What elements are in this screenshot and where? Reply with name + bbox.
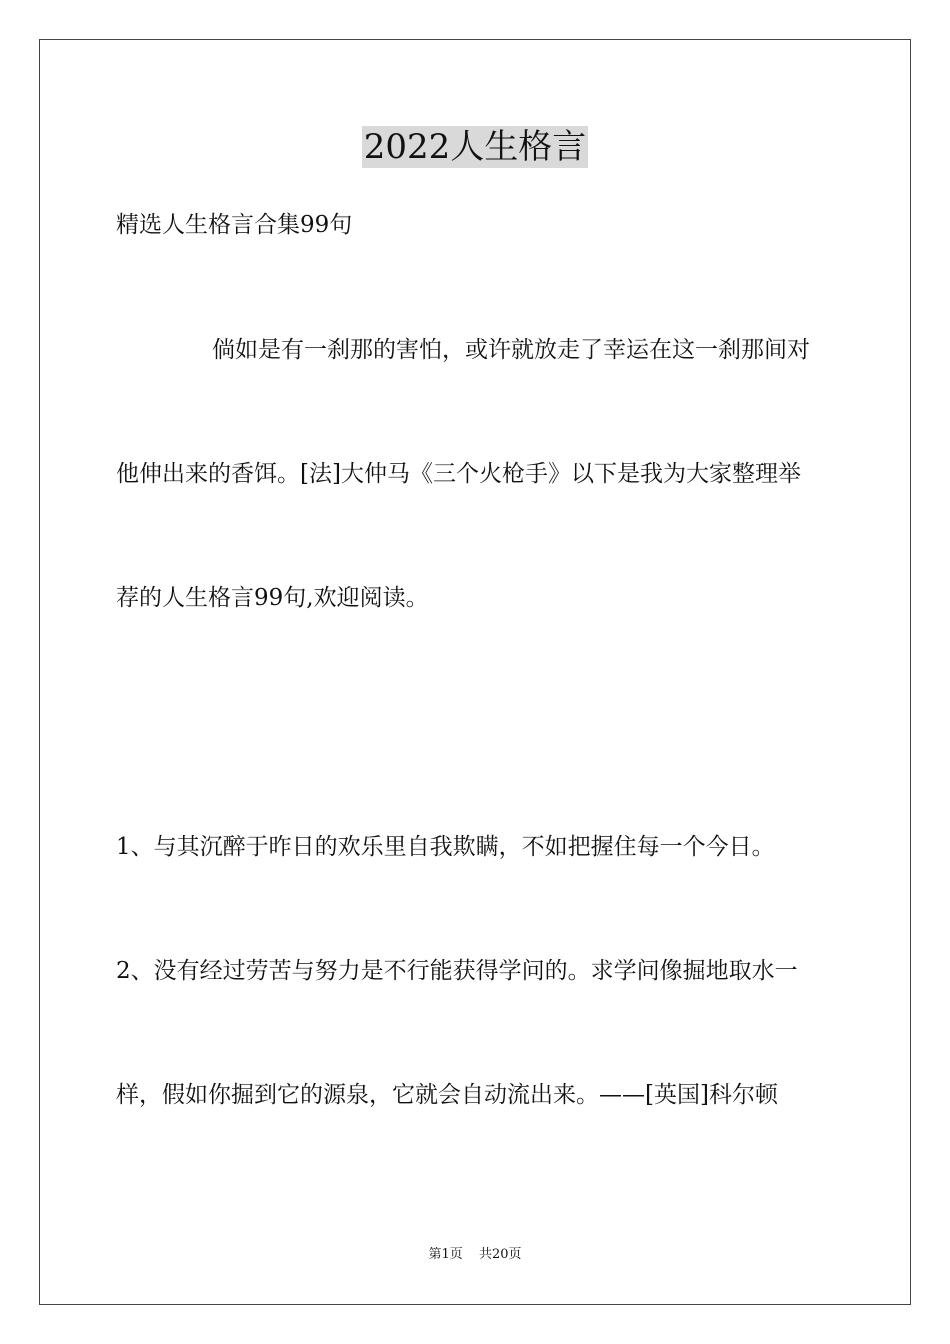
title-block: [0, 126, 950, 168]
quote-2-line: 2、没有经过劳苦与努力是不行能获得学问的。求学问像掘地取水一: [116, 958, 798, 984]
page-footer: [0, 1246, 950, 1264]
document-title: 2022人生格言: [363, 127, 587, 167]
page-number: 第1页: [428, 1247, 463, 1262]
paragraph-line: 荐的人生格言99句,欢迎阅读。: [116, 585, 429, 611]
paragraph-line: 倘如是有一刹那的害怕，或许就放走了幸运在这一刹那间对: [212, 337, 810, 363]
paragraph-line: 他伸出来的香饵。[法]大仲马《三个火枪手》以下是我为大家整理举: [116, 461, 801, 487]
page-total: 共20页: [478, 1247, 522, 1262]
subtitle: 精选人生格言合集99句: [116, 212, 353, 238]
quote-2-line: 样，假如你掘到它的源泉，它就会自动流出来。——[英国]科尔顿: [116, 1082, 778, 1108]
quote-1: 1、与其沉醉于昨日的欢乐里自我欺瞒，不如把握住每一个今日。: [116, 834, 775, 860]
